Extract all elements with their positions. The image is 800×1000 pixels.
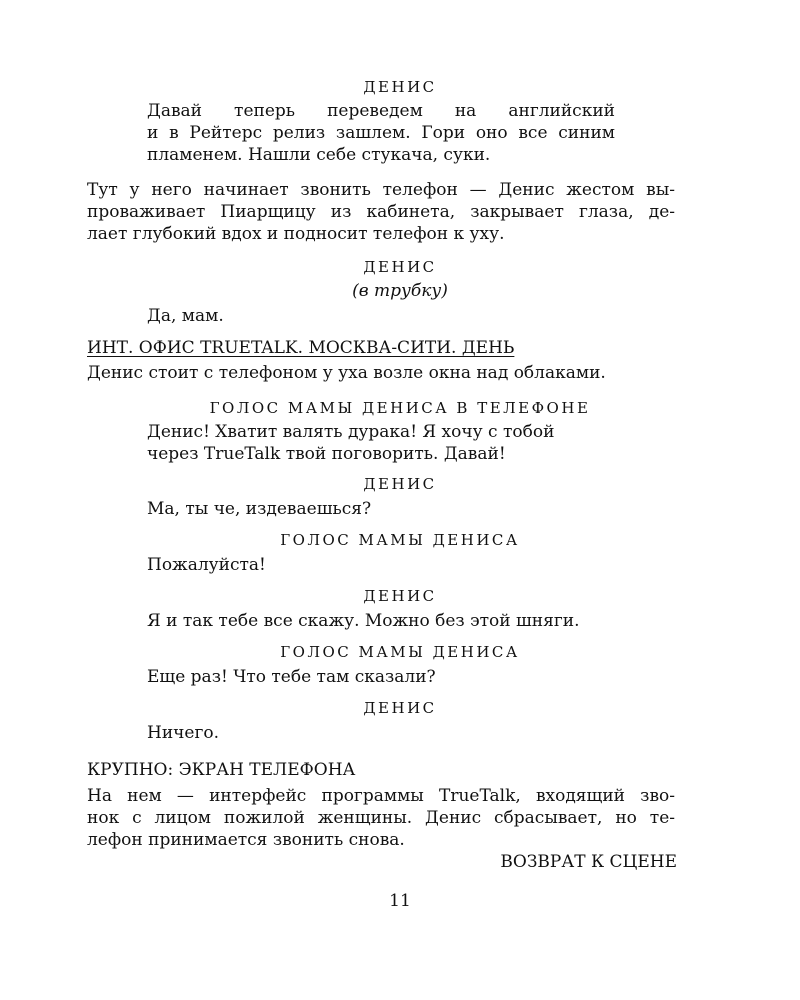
page-number: 11 <box>389 891 411 911</box>
character-name: ДЕНИС <box>363 78 437 96</box>
dialogue-line: Я и так тебе все скажу. Можно без этой шняги. <box>147 611 580 631</box>
action-line: Тут у него начинает звонить телефон — Денис жестом вы- <box>87 180 675 200</box>
dialogue-line: через TrueTalk твой поговорить. Давай! <box>147 444 506 464</box>
character-name: ДЕНИС <box>363 258 437 276</box>
character-name: ГОЛОС МАМЫ ДЕНИСА В ТЕЛЕФОНЕ <box>209 399 591 417</box>
dialogue-line: пламенем. Нашли себе стукача, суки. <box>147 145 491 165</box>
parenthetical: (в трубку) <box>352 281 448 301</box>
dialogue-line: Ма, ты че, издеваешься? <box>147 499 372 519</box>
dialogue-line: Еще раз! Что тебе там сказали? <box>147 667 436 687</box>
character-name: ДЕНИС <box>363 475 437 493</box>
character-name: ДЕНИС <box>363 699 437 717</box>
shot-heading: КРУПНО: ЭКРАН ТЕЛЕФОНА <box>87 760 356 780</box>
action-line: нок с лицом пожилой женщины. Денис сбрасывает, но те- <box>87 808 675 828</box>
action-line: лефон принимается звонить снова. <box>87 830 405 850</box>
action-line: Денис стоит с телефоном у уха возле окна над облаками. <box>87 363 606 383</box>
action-line: лает глубокий вдох и подносит телефон к уху. <box>87 224 505 244</box>
dialogue-line: Давай теперь переведем на английский <box>147 101 615 121</box>
dialogue-line: Пожалуйста! <box>147 555 266 575</box>
character-name: ГОЛОС МАМЫ ДЕНИСА <box>280 643 520 661</box>
scene-heading: ИНТ. ОФИС TRUETALK. МОСКВА-СИТИ. ДЕНЬ <box>87 338 515 358</box>
character-name: ДЕНИС <box>363 587 437 605</box>
character-name: ГОЛОС МАМЫ ДЕНИСА <box>280 531 520 549</box>
action-line: На нем — интерфейс программы TrueTalk, входящий зво- <box>87 786 675 806</box>
transition: ВОЗВРАТ К СЦЕНЕ <box>500 852 677 872</box>
dialogue-line: и в Рейтерс релиз зашлем. Гори оно все синим <box>147 123 615 143</box>
action-line: проваживает Пиарщицу из кабинета, закрывает глаза, де- <box>87 202 675 222</box>
dialogue-line: Ничего. <box>147 723 220 743</box>
dialogue-line: Денис! Хватит валять дурака! Я хочу с тобой <box>147 422 555 442</box>
dialogue-line: Да, мам. <box>147 306 224 326</box>
